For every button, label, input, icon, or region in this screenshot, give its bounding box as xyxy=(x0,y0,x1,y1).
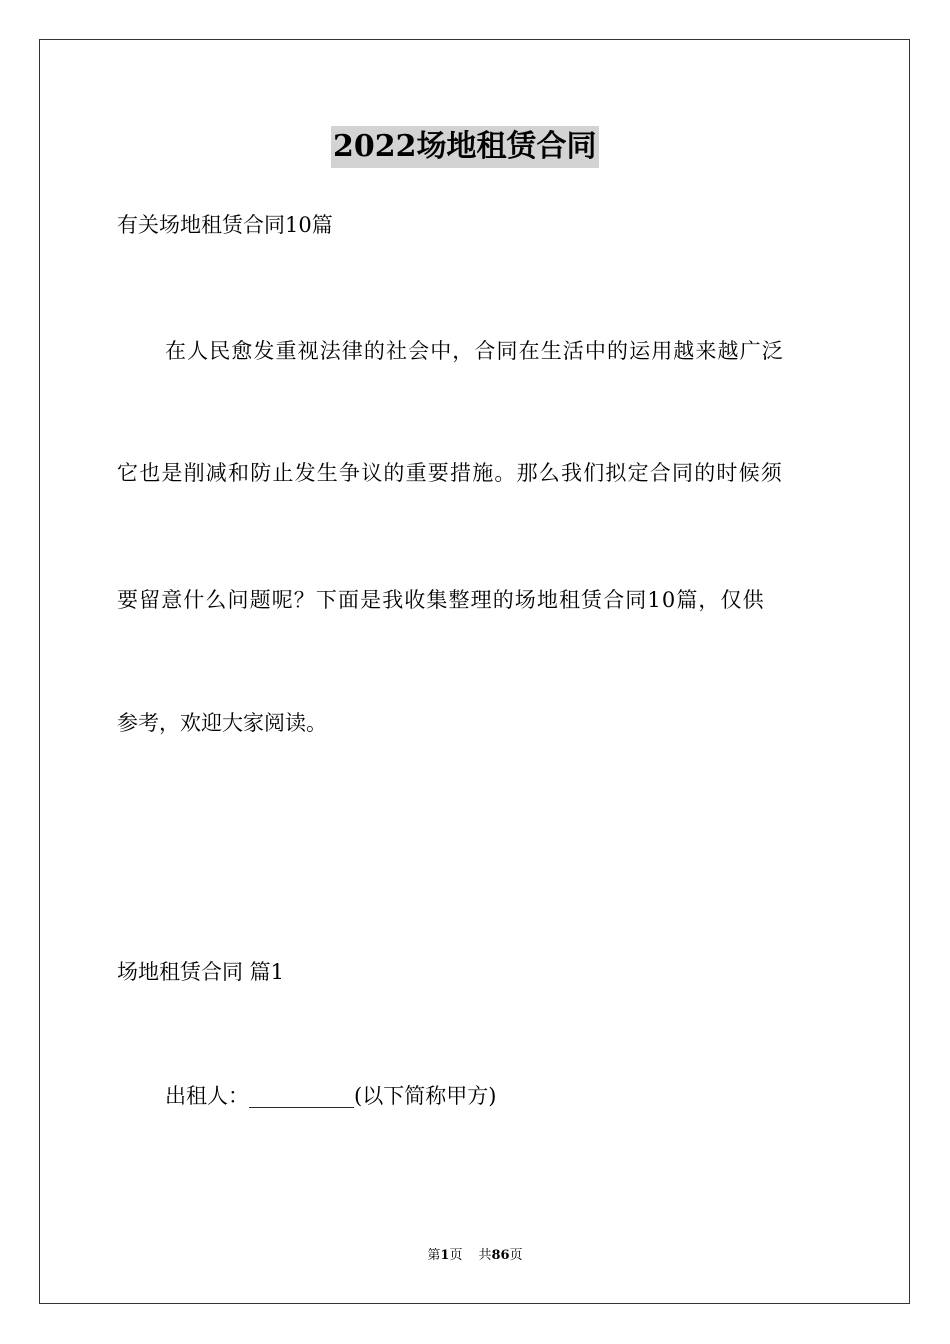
total-suffix: 页 xyxy=(509,1248,523,1263)
document-subtitle: 有关场地租赁合同10篇 xyxy=(117,213,333,237)
intro-line-2: 它也是削减和防止发生争议的重要措施。那么我们拟定合同的时候须 xyxy=(117,461,783,485)
intro-line-1: 在人民愈发重视法律的社会中，合同在生活中的运用越来越广泛 xyxy=(165,339,784,363)
page-prefix: 第 xyxy=(427,1248,441,1263)
page-suffix: 页 xyxy=(449,1248,463,1263)
section-heading: 场地租赁合同 篇1 xyxy=(117,960,285,984)
lessor-line: 出租人：__________(以下简称甲方) xyxy=(165,1084,497,1108)
page-footer xyxy=(0,1247,950,1265)
intro-line-4: 参考，欢迎大家阅读。 xyxy=(117,711,327,735)
intro-line-3: 要留意什么问题呢？下面是我收集整理的场地租赁合同10篇，仅供 xyxy=(117,588,765,612)
total-prefix: 共 xyxy=(478,1248,492,1263)
page-number: 1 xyxy=(440,1248,450,1263)
document-title: 2022场地租赁合同 xyxy=(331,126,599,168)
total-pages: 86 xyxy=(491,1248,510,1263)
